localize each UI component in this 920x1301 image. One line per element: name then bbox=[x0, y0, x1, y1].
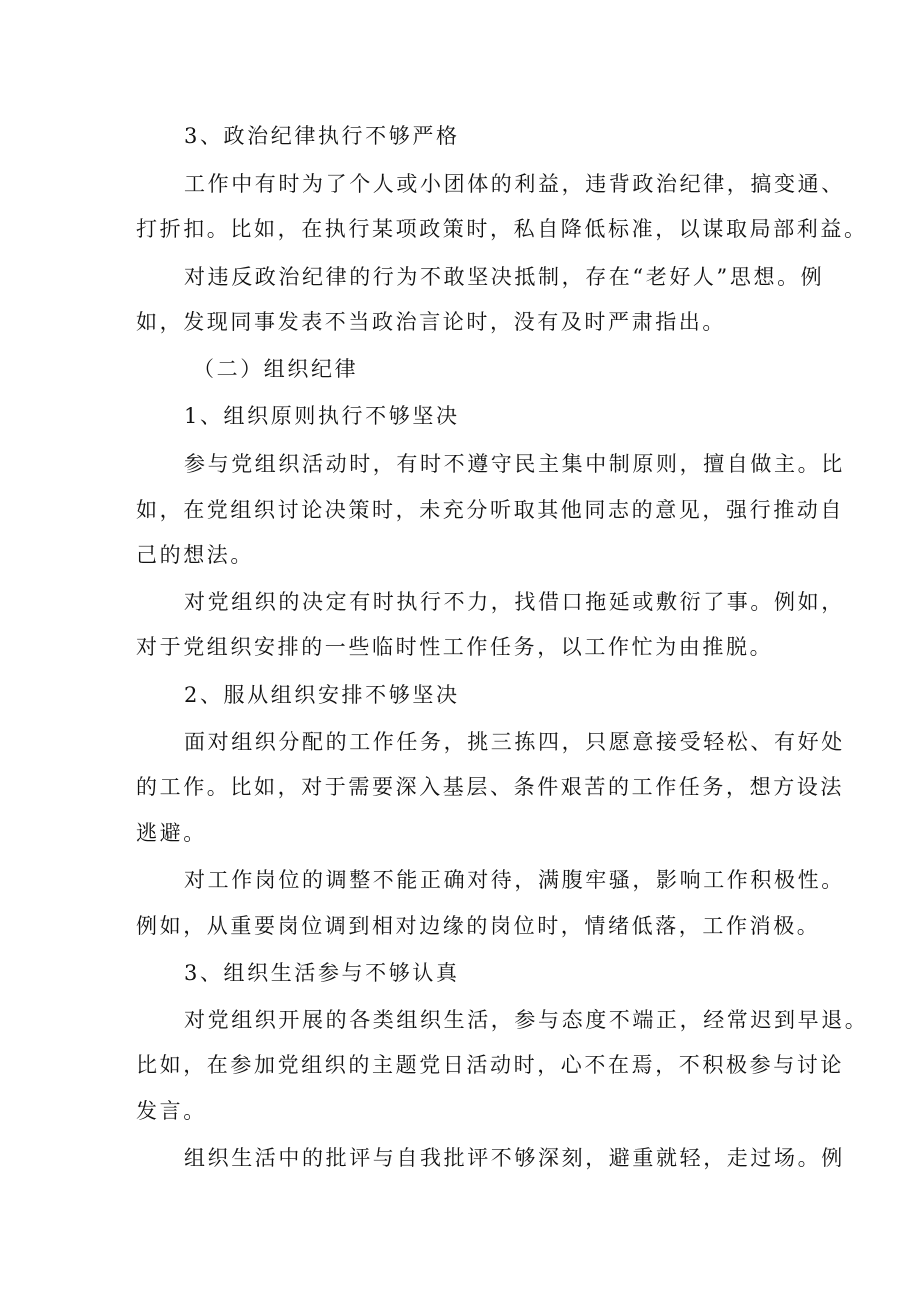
paragraph-line: 对党组织开展的各类组织生活，参与态度不端正，经常迟到早退。 bbox=[184, 1008, 869, 1032]
paragraph-line: 对于党组织安排的一些临时性工作任务，以工作忙为由推脱。 bbox=[136, 635, 774, 659]
paragraph-line: 打折扣。比如，在执行某项政策时，私自降低标准，以谋取局部利益。 bbox=[136, 217, 868, 241]
heading-organizational-principle: 1、组织原则执行不够坚决 bbox=[184, 404, 460, 428]
heading-organizational-life-participation: 3、组织生活参与不够认真 bbox=[184, 961, 460, 985]
heading-obey-organization-arrangement: 2、服从组织安排不够坚决 bbox=[184, 683, 460, 707]
paragraph-line: 逃避。 bbox=[136, 821, 207, 845]
paragraph-line: 如，在党组织讨论决策时，未充分听取其他同志的意见，强行推动自 bbox=[136, 498, 844, 522]
paragraph-line: 面对组织分配的工作任务，挑三拣四，只愿意接受轻松、有好处 bbox=[184, 730, 845, 754]
paragraph-line: 对党组织的决定有时执行不力，找借口拖延或敷衍了事。例如， bbox=[184, 590, 845, 614]
paragraph-line: 例如，从重要岗位调到相对边缘的岗位时，情绪低落，工作消极。 bbox=[136, 914, 821, 938]
paragraph-line: 组织生活中的批评与自我批评不够深刻，避重就轻，走过场。例 bbox=[184, 1146, 845, 1170]
paragraph-line: 己的想法。 bbox=[136, 543, 254, 567]
paragraph-line: 发言。 bbox=[136, 1099, 207, 1123]
paragraph-line: 如，发现同事发表不当政治言论时，没有及时严肃指出。 bbox=[136, 310, 726, 334]
paragraph-line: 对工作岗位的调整不能正确对待，满腹牢骚，影响工作积极性。 bbox=[184, 868, 845, 892]
paragraph-line: 对违反政治纪律的行为不敢坚决抵制，存在“老好人”思想。例 bbox=[184, 265, 825, 289]
paragraph-line: 参与党组织活动时，有时不遵守民主集中制原则，擅自做主。比 bbox=[184, 452, 845, 476]
paragraph-line: 工作中有时为了个人或小团体的利益，违背政治纪律，搞变通、 bbox=[184, 172, 845, 196]
heading-political-discipline-execution: 3、政治纪律执行不够严格 bbox=[184, 124, 460, 148]
paragraph-line: 比如，在参加党组织的主题党日活动时，心不在焉，不积极参与讨论 bbox=[136, 1053, 844, 1077]
paragraph-line: 的工作。比如，对于需要深入基层、条件艰苦的工作任务，想方设法 bbox=[136, 775, 844, 799]
section-heading-organizational-discipline: （二）组织纪律 bbox=[193, 357, 359, 381]
